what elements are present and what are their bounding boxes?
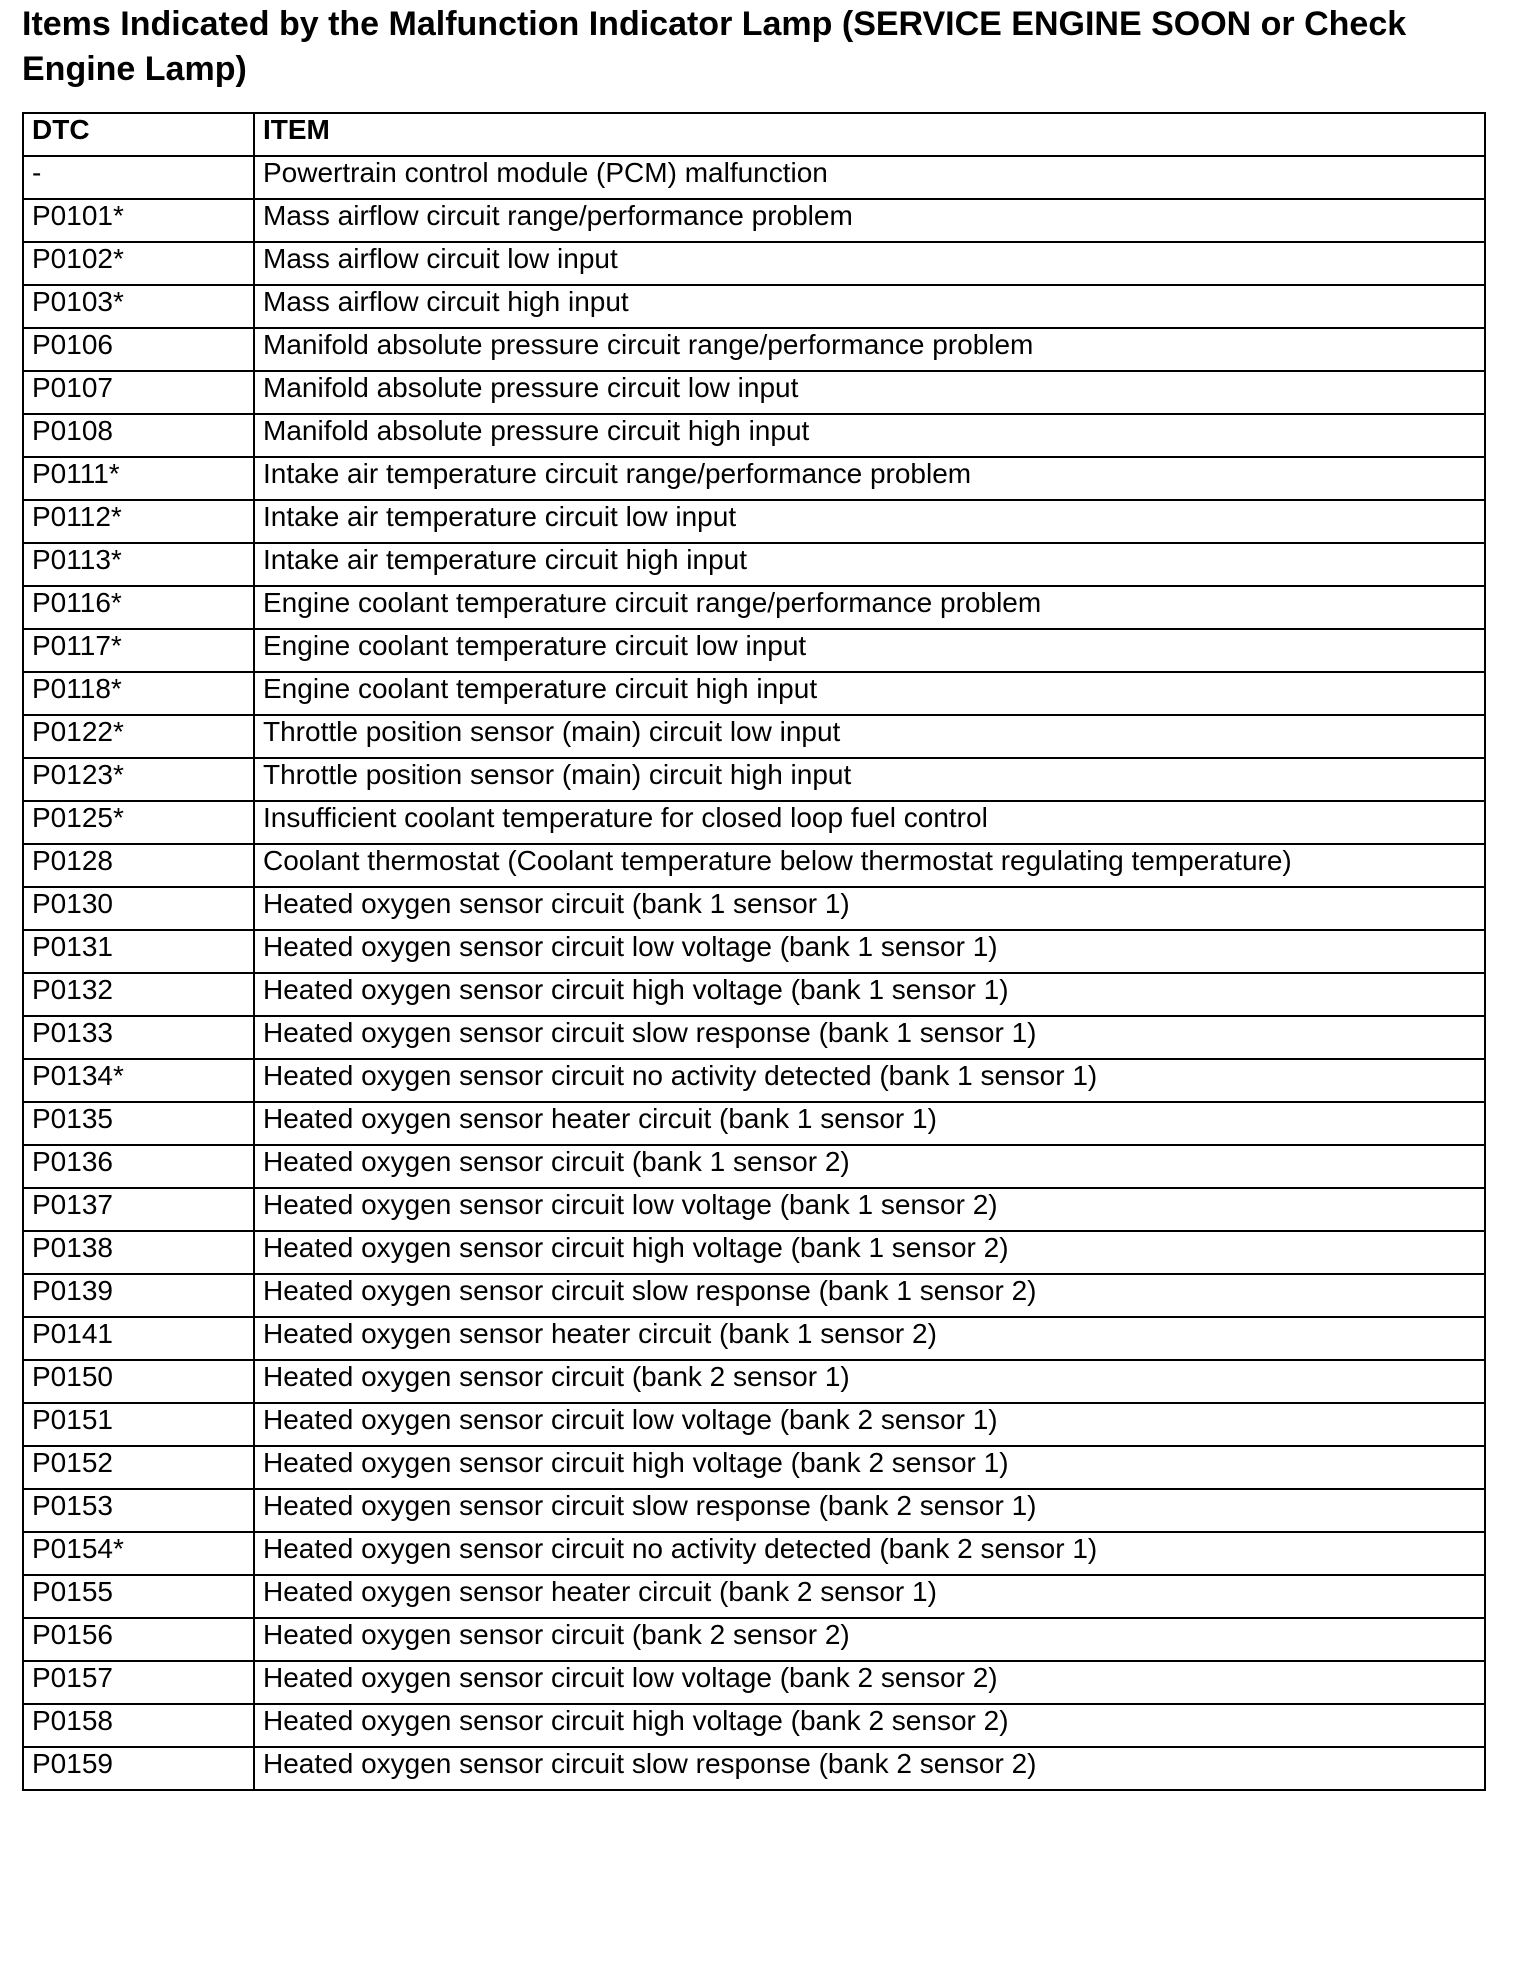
table-row <box>23 1188 1485 1231</box>
dtc-description-cell: Heated oxygen sensor circuit high voltage (bank 1 sensor 2) <box>254 1231 1485 1274</box>
dtc-description-cell: Heated oxygen sensor circuit slow response (bank 1 sensor 1) <box>254 1016 1485 1059</box>
dtc-description-cell: Engine coolant temperature circuit range/performance problem <box>254 586 1485 629</box>
dtc-code-cell: P0111* <box>23 457 254 500</box>
dtc-code-cell: P0156 <box>23 1618 254 1661</box>
dtc-code-cell: P0159 <box>23 1747 254 1790</box>
dtc-description-cell: Heated oxygen sensor heater circuit (bank 2 sensor 1) <box>254 1575 1485 1618</box>
dtc-description-cell: Mass airflow circuit range/performance problem <box>254 199 1485 242</box>
table-row <box>23 801 1485 844</box>
dtc-description-cell: Heated oxygen sensor circuit high voltage (bank 2 sensor 2) <box>254 1704 1485 1747</box>
dtc-code-cell: P0103* <box>23 285 254 328</box>
table-row <box>23 930 1485 973</box>
dtc-description-cell: Heated oxygen sensor circuit slow response (bank 2 sensor 2) <box>254 1747 1485 1790</box>
dtc-code-cell: P0112* <box>23 500 254 543</box>
table-row <box>23 543 1485 586</box>
dtc-description-cell: Heated oxygen sensor circuit high voltage (bank 1 sensor 1) <box>254 973 1485 1016</box>
dtc-code-cell: P0138 <box>23 1231 254 1274</box>
dtc-code-cell: P0113* <box>23 543 254 586</box>
dtc-description-cell: Heated oxygen sensor circuit no activity detected (bank 1 sensor 1) <box>254 1059 1485 1102</box>
table-row <box>23 199 1485 242</box>
dtc-description-cell: Heated oxygen sensor circuit no activity detected (bank 2 sensor 1) <box>254 1532 1485 1575</box>
dtc-description-cell: Heated oxygen sensor circuit (bank 2 sensor 2) <box>254 1618 1485 1661</box>
table-row <box>23 156 1485 199</box>
dtc-description-cell: Heated oxygen sensor circuit (bank 1 sensor 1) <box>254 887 1485 930</box>
table-row <box>23 242 1485 285</box>
table-row <box>23 586 1485 629</box>
dtc-code-cell: P0155 <box>23 1575 254 1618</box>
table-row <box>23 1059 1485 1102</box>
dtc-table <box>22 112 1486 1791</box>
dtc-code-cell: P0123* <box>23 758 254 801</box>
table-row <box>23 1102 1485 1145</box>
dtc-description-cell: Manifold absolute pressure circuit range/performance problem <box>254 328 1485 371</box>
dtc-description-cell: Throttle position sensor (main) circuit low input <box>254 715 1485 758</box>
dtc-code-cell: P0118* <box>23 672 254 715</box>
table-row <box>23 758 1485 801</box>
table-row <box>23 1532 1485 1575</box>
table-row <box>23 1489 1485 1532</box>
dtc-code-cell: P0150 <box>23 1360 254 1403</box>
dtc-description-cell: Manifold absolute pressure circuit low input <box>254 371 1485 414</box>
table-row <box>23 1274 1485 1317</box>
table-row <box>23 1704 1485 1747</box>
dtc-description-cell: Mass airflow circuit low input <box>254 242 1485 285</box>
dtc-code-cell: P0157 <box>23 1661 254 1704</box>
dtc-code-cell: P0125* <box>23 801 254 844</box>
dtc-code-cell: P0102* <box>23 242 254 285</box>
table-row <box>23 414 1485 457</box>
page-title: Items Indicated by the Malfunction Indicator Lamp (SERVICE ENGINE SOON or Check Engine Lamp) <box>22 5 1407 88</box>
dtc-code-cell: P0152 <box>23 1446 254 1489</box>
table-row <box>23 1231 1485 1274</box>
table-row <box>23 1016 1485 1059</box>
dtc-description-cell: Heated oxygen sensor circuit slow response (bank 1 sensor 2) <box>254 1274 1485 1317</box>
table-row <box>23 1317 1485 1360</box>
table-row <box>23 887 1485 930</box>
dtc-description-cell: Powertrain control module (PCM) malfunction <box>254 156 1485 199</box>
dtc-code-cell: P0151 <box>23 1403 254 1446</box>
table-row <box>23 629 1485 672</box>
table-row <box>23 1446 1485 1489</box>
dtc-code-cell: P0122* <box>23 715 254 758</box>
dtc-code-cell: - <box>23 156 254 199</box>
dtc-description-cell: Heated oxygen sensor circuit low voltage (bank 1 sensor 1) <box>254 930 1485 973</box>
dtc-code-cell: P0141 <box>23 1317 254 1360</box>
dtc-code-cell: P0154* <box>23 1532 254 1575</box>
dtc-code-cell: P0107 <box>23 371 254 414</box>
dtc-description-cell: Heated oxygen sensor circuit (bank 1 sensor 2) <box>254 1145 1485 1188</box>
table-row <box>23 973 1485 1016</box>
dtc-description-cell: Intake air temperature circuit high input <box>254 543 1485 586</box>
table-header-row <box>23 113 1485 156</box>
table-row <box>23 672 1485 715</box>
table-row <box>23 844 1485 887</box>
dtc-description-cell: Engine coolant temperature circuit high input <box>254 672 1485 715</box>
dtc-description-cell: Heated oxygen sensor circuit high voltage (bank 2 sensor 1) <box>254 1446 1485 1489</box>
dtc-description-cell: Heated oxygen sensor heater circuit (bank 1 sensor 1) <box>254 1102 1485 1145</box>
dtc-code-cell: P0101* <box>23 199 254 242</box>
table-row <box>23 371 1485 414</box>
dtc-code-cell: P0128 <box>23 844 254 887</box>
dtc-description-cell: Heated oxygen sensor circuit low voltage (bank 2 sensor 2) <box>254 1661 1485 1704</box>
dtc-description-cell: Mass airflow circuit high input <box>254 285 1485 328</box>
dtc-description-cell: Heated oxygen sensor circuit (bank 2 sensor 1) <box>254 1360 1485 1403</box>
dtc-description-cell: Throttle position sensor (main) circuit high input <box>254 758 1485 801</box>
table-row <box>23 500 1485 543</box>
table-row <box>23 1661 1485 1704</box>
dtc-description-cell: Intake air temperature circuit low input <box>254 500 1485 543</box>
dtc-description-cell: Intake air temperature circuit range/performance problem <box>254 457 1485 500</box>
dtc-code-cell: P0136 <box>23 1145 254 1188</box>
dtc-description-cell: Heated oxygen sensor circuit low voltage (bank 1 sensor 2) <box>254 1188 1485 1231</box>
column-header-item: ITEM <box>254 113 1485 156</box>
dtc-code-cell: P0132 <box>23 973 254 1016</box>
dtc-description-cell: Heated oxygen sensor circuit low voltage (bank 2 sensor 1) <box>254 1403 1485 1446</box>
dtc-code-cell: P0153 <box>23 1489 254 1532</box>
table-row <box>23 715 1485 758</box>
table-row <box>23 1403 1485 1446</box>
dtc-description-cell: Coolant thermostat (Coolant temperature below thermostat regulating temperature) <box>254 844 1485 887</box>
dtc-code-cell: P0158 <box>23 1704 254 1747</box>
table-row <box>23 1575 1485 1618</box>
table-row <box>23 1747 1485 1790</box>
table-row <box>23 1618 1485 1661</box>
table-row <box>23 1145 1485 1188</box>
dtc-code-cell: P0108 <box>23 414 254 457</box>
dtc-description-cell: Insufficient coolant temperature for closed loop fuel control <box>254 801 1485 844</box>
dtc-code-cell: P0139 <box>23 1274 254 1317</box>
table-body <box>23 156 1485 1790</box>
dtc-code-cell: P0116* <box>23 586 254 629</box>
table-row <box>23 457 1485 500</box>
dtc-code-cell: P0135 <box>23 1102 254 1145</box>
dtc-code-cell: P0133 <box>23 1016 254 1059</box>
column-header-dtc: DTC <box>23 113 254 156</box>
dtc-code-cell: P0130 <box>23 887 254 930</box>
table-row <box>23 285 1485 328</box>
dtc-code-cell: P0117* <box>23 629 254 672</box>
table-row <box>23 1360 1485 1403</box>
dtc-description-cell: Heated oxygen sensor heater circuit (bank 1 sensor 2) <box>254 1317 1485 1360</box>
dtc-description-cell: Manifold absolute pressure circuit high input <box>254 414 1485 457</box>
dtc-description-cell: Engine coolant temperature circuit low input <box>254 629 1485 672</box>
dtc-code-cell: P0131 <box>23 930 254 973</box>
dtc-code-cell: P0106 <box>23 328 254 371</box>
table-row <box>23 328 1485 371</box>
dtc-code-cell: P0134* <box>23 1059 254 1102</box>
dtc-code-cell: P0137 <box>23 1188 254 1231</box>
dtc-description-cell: Heated oxygen sensor circuit slow response (bank 2 sensor 1) <box>254 1489 1485 1532</box>
